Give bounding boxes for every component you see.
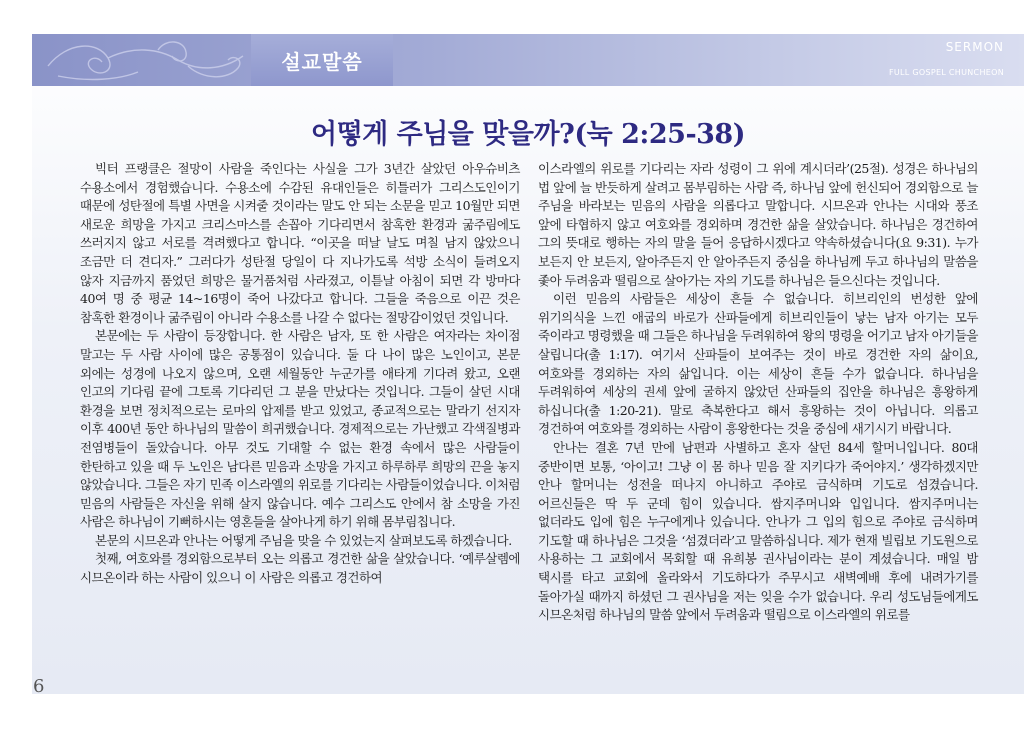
brand-sermon: SERMON [945,40,1004,54]
paragraph: 안나는 결혼 7년 만에 남편과 사별하고 혼자 살던 84세 할머니입니다. 80대 중반이면 보통, ‘아이고! 그냥 이 몸 하나 믿음 잘 지키다가 죽어야지.’ 생각하겠지만 안나 할머니는 성전을 떠나지 아니하고 주야로 금식하며 기도로 섬겼습니다. 어르신들은 딱 두 군데 힘이 있습니다. 쌈지주머니와 입입니다. 쌈지주머니는 없더라도 입에 힘은 누구에게나 있습니다. 안나가 그 입의 힘으로 주야로 금식하며 기도할 때 하나님은 그것을 ‘섬겼더라’고 말씀하십니다. 제가 현재 빌립보 기도원으로 사용하는 그 교회에서 목회할 때 유희봉 권사님이라는 분이 계셨습니다. 매일 밤 택시를 타고 교회에 올라와서 기도하다가 주무시고 새벽예배 후에 내려가기를 돌아가실 때까지 하셨던 그 권사님을 저는 잊을 수가 없습니다. 우리 성도님들에게도 시므온처럼 하나님의 말씀 앞에서 두려움과 떨림으로 이스라엘의 위로를 [538,439,978,623]
left-column [80,160,520,588]
paragraph: 이런 믿음의 사람들은 세상이 흔들 수 없습니다. 히브리인의 번성한 앞에 위기의식을 느낀 애굽의 바로가 산파들에게 히브리인들이 낳는 남자 아기는 모두 죽이라고 명령했을 때 그들은 하나님을 두려워하여 왕의 명령을 어기고 남자 아기들을 살립니다(출 1:17). 여기서 산파들이 보여주는 것이 바로 경건한 자의 삶이요, 여호와를 경외하는 자의 삶입니다. 이는 세상이 흔들 수가 없습니다. 하나님을 두려워하여 세상의 권세 앞에 굴하지 않았던 산파들의 집안을 하나님은 흥왕하게 하십니다(출 1:20-21). 말로 축복한다고 해서 흥왕하는 것이 아닙니다. 의롭고 경건하여 여호와를 경외하는 사람이 흥왕한다는 것을 중심에 새기시기 바랍니다. [538,291,978,437]
paragraph: 본문에는 두 사람이 등장합니다. 한 사람은 남자, 또 한 사람은 여자라는 차이점 말고는 두 사람 사이에 많은 공통점이 있습니다. 둘 다 나이 많은 노인이고, 본문 외에는 성경에 나오지 않으며, 오랜 세월동안 누군가를 애타게 기다려 왔고, 오랜 인고의 기다림 끝에 그토록 기다리던 그 분을 만났다는 것입니다. 그들이 살던 시대 환경을 보면 정치적으로는 로마의 압제를 받고 있었고, 종교적으로는 말라기 선지자 이후 400년 동안 하나님의 말씀이 희귀했습니다. 경제적으로는 가난했고 각색질병과 전염병들이 돌았습니다. 아무 것도 기대할 수 없는 환경 속에서 많은 사람들이 한탄하고 있을 때 두 노인은 남다른 믿음과 소망을 가지고 하루하루 희망의 끈을 놓지 않았습니다. 그들은 자기 민족 이스라엘의 위로를 기다리는 사람들이었습니다. 이처럼 믿음의 사람들은 자신을 위해 살지 않습니다. 예수 그리스도 안에서 참 소망을 가진 사람은 하나님이 기뻐하시는 영혼들을 살아나게 하기 위해 몸부림칩니다. [80,328,520,530]
paragraph: 본문의 시므온과 안나는 어떻게 주님을 맞을 수 있었는지 살펴보도록 하겠습니다. [95,532,512,548]
section-title-tab [251,34,393,86]
page-number: 6 [33,676,45,697]
brand-block [889,40,1004,77]
section-title: 설교말씀 [281,49,363,74]
paragraph: 빅터 프랭클은 절망이 사람을 죽인다는 사실을 그가 3년간 살았던 아우슈비츠 수용소에서 경험했습니다. 수용소에 수감된 유대인들은 히틀러가 그리스도인이기 때문에 성탄절에 특별 사면을 시켜줄 것이라는 말도 안 되는 소문을 믿고 10월만 되면 새로운 희망을 가지고 크리스마스를 손꼽아 기다리면서 참혹한 환경과 굶주림에도 쓰러지지 않고 서로를 격려했다고 합니다. “이곳을 떠날 날도 며칠 남지 않았으니 조금만 더 견디자.” 그러다가 성탄절 당일이 다 지나가도록 석방 소식이 들려오지 않자 지금까지 품었던 희망은 물거품처럼 사라졌고, 이튿날 아침이 되면 각 방마다 40여 명 중 평균 14~16명이 죽어 나갔다고 합니다. 그들을 죽음으로 이끈 것은 참혹한 환경이나 굶주림이 아니라 수용소를 나갈 수 없다는 절망감이었던 것입니다. [80,161,520,325]
flourish-ornament-icon [38,36,278,84]
right-column [538,160,978,625]
paragraph: 이스라엘의 위로를 기다리는 자라 성령이 그 위에 계시더라’(25절). 성경은 하나님의 법 앞에 늘 반듯하게 살려고 몸부림하는 사람 즉, 하나님 앞에 헌신되어 경외함으로 늘 주님을 바라보는 믿음의 사람을 의롭다고 말합니다. 시므온과 안나는 시대와 풍조 앞에 타협하지 않고 여호와를 경외하며 경건한 삶을 살았습니다. 하나님은 경건하여 그의 뜻대로 행하는 자의 말을 들어 응답하시겠다고 약속하셨습니다(요 9:31). 누가 보든지 안 보든지, 알아주든지 안 알아주든지 중심을 하나님께 두고 하나님의 말씀을 좇아 두려움과 떨림으로 살아가는 자의 기도를 하나님은 들으신다는 것입니다. [538,161,978,288]
brand-church: FULL GOSPEL CHUNCHEON [888,68,1004,77]
article-title: 어떻게 주님을 맞을까?(눅 2:25-38) [311,119,745,150]
paragraph: 첫째, 여호와를 경외함으로부터 오는 의롭고 경건한 삶을 살았습니다. ‘예루살렘에 시므온이라 하는 사람이 있으니 이 사람은 의롭고 경건하여 [80,551,520,586]
